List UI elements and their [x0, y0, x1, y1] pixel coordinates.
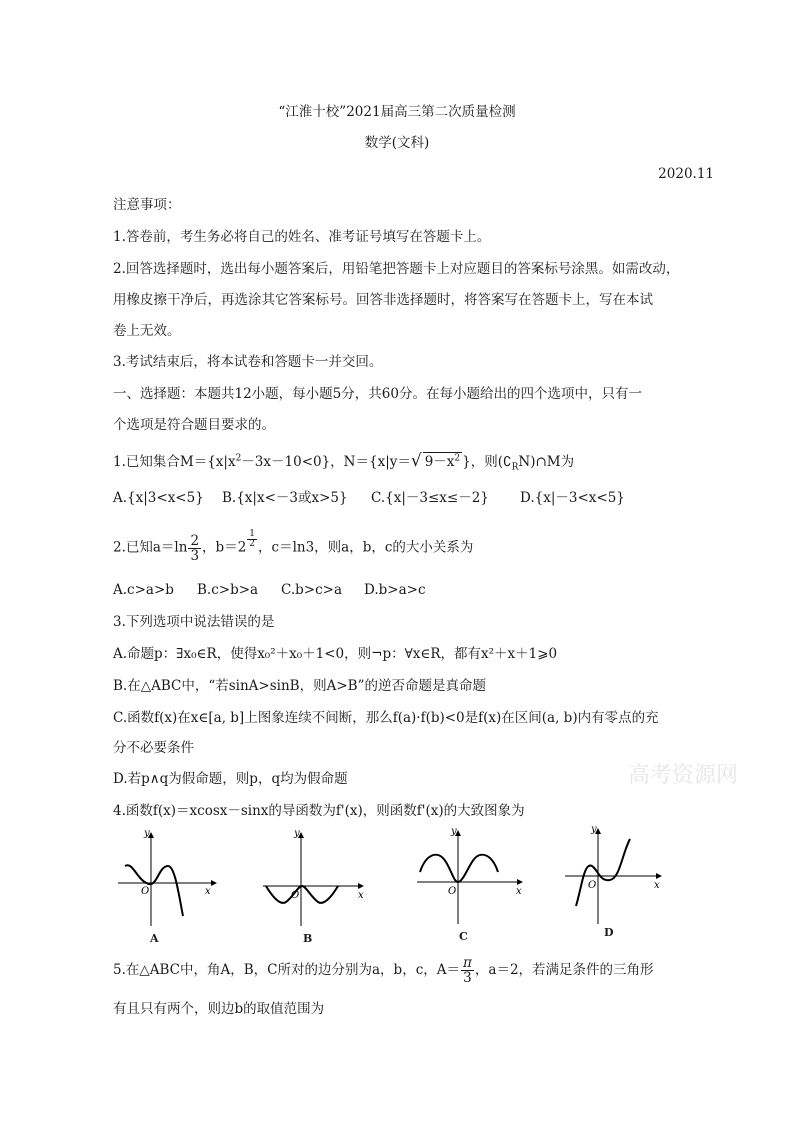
q1-option-b: B.{x|x<－3或x>5}	[222, 490, 348, 506]
q2-option-d: D.b>a>c	[364, 582, 426, 598]
q2-option-c: C.b>c>a	[281, 582, 343, 598]
note-2-line-1: 2.回答选择题时，选出每小题答案后，用铅笔把答题卡上对应题目的答案标号涂黑。如需改动，	[113, 261, 680, 277]
x-axis-label: x	[654, 880, 660, 891]
question-3-stem: 3.下列选项中说法错误的是	[113, 614, 275, 630]
q3-option-a: A.命题p：∃x₀∈R，使得x₀²＋x₀＋1<0，则¬p：∀x∈R，都有x²＋x＋1⩾0	[113, 646, 558, 662]
sqrt-icon: √	[410, 451, 422, 471]
graph-c-label: C	[459, 930, 468, 943]
q3-option-b: B.在△ABC中，“若sinA>sinB，则A>B”的逆否命题是真命题	[113, 678, 486, 694]
question-5-stem-line-1: 5.在△ABC中，角A，B，C所对的边分别为a，b，c，A＝ $\frac{\pi}{3}$ ，a＝2，若满足条件的三角形	[113, 955, 654, 986]
q3-option-c-line-2: 分不必要条件	[113, 740, 194, 756]
exam-title: “江淮十校”2021届高三第二次质量检测	[278, 104, 516, 120]
graph-a	[113, 826, 223, 931]
q3-option-d: D.若p∧q为假命题，则p，q均为假命题	[113, 771, 348, 787]
section-1-line-1: 一、选择题：本题共12小题，每小题5分，共60分。在每小题给出的四个选项中，只有一	[113, 386, 642, 402]
x-axis-label: x	[516, 886, 522, 897]
graph-d	[560, 824, 670, 929]
origin-label: O	[448, 886, 457, 897]
graph-b-label: B	[303, 932, 313, 945]
graph-c	[412, 824, 527, 929]
y-axis-label: y	[591, 824, 597, 835]
x-axis-label: x	[205, 886, 211, 897]
exam-subject: 数学(文科)	[364, 135, 430, 151]
note-2-line-3: 卷上无效。	[113, 323, 181, 339]
exam-date: 2020.11	[658, 166, 714, 182]
watermark: 高考资源网	[628, 763, 739, 788]
graph-d-label: D	[604, 926, 614, 939]
question-5-stem-line-2: 有且只有两个，则边b的取值范围为	[113, 1001, 325, 1017]
question-1-stem: 1.已知集合$M=\{x|x^2-3x-10<0\}$，N＝{x|y＝√ $9-x^2$ }，则$(∁_RN)\cap M$为	[113, 451, 575, 473]
q1-option-a: A.{x|3<x<5}	[113, 490, 204, 506]
graph-a-label: A	[150, 932, 159, 945]
notes-heading: 注意事项：	[113, 197, 181, 213]
y-axis-label: y	[144, 828, 150, 839]
note-1: 1.答卷前，考生务必将自己的姓名、准考证号填写在答题卡上。	[113, 229, 491, 245]
question-4-stem: 4.函数f(x)＝xcosx－sinx的导函数为f'(x)，则函数f'(x)的大致图象为	[113, 803, 525, 819]
y-axis-label: y	[451, 826, 457, 837]
q2-option-b: B.c>b>a	[197, 582, 259, 598]
origin-label: O	[588, 880, 597, 891]
q2-option-a: A.c>a>b	[113, 582, 174, 598]
q3-option-c-line-1: C.函数f(x)在x∈[a, b]上图象连续不间断，那么f(a)·f(b)<0是f(x)在区间(a, b)内有零点的充	[113, 710, 659, 726]
origin-label: O	[291, 890, 300, 901]
x-axis-label: x	[358, 890, 364, 901]
section-1-line-2: 个选项是符合题目要求的。	[113, 417, 275, 433]
graph-b	[258, 826, 373, 931]
y-axis-label: y	[294, 828, 300, 839]
q1-option-c: C.{x|－3≤x≤－2}	[371, 490, 489, 506]
note-3: 3.考试结束后，将本试卷和答题卡一并交回。	[113, 354, 383, 370]
origin-label: O	[141, 886, 150, 897]
note-2-line-2: 用橡皮擦干净后，再选涂其它答案标号。回答非选择题时，将答案写在答题卡上，写在本试	[113, 292, 653, 308]
question-2-stem: 2.已知a＝ln $\frac{2}{3}$ ，b＝2 $\frac{1}{2}$ ，c＝ln3，则a，b，c的大小关系为	[113, 529, 474, 564]
q1-option-d: D.{x|－3<x<5}	[520, 490, 625, 506]
